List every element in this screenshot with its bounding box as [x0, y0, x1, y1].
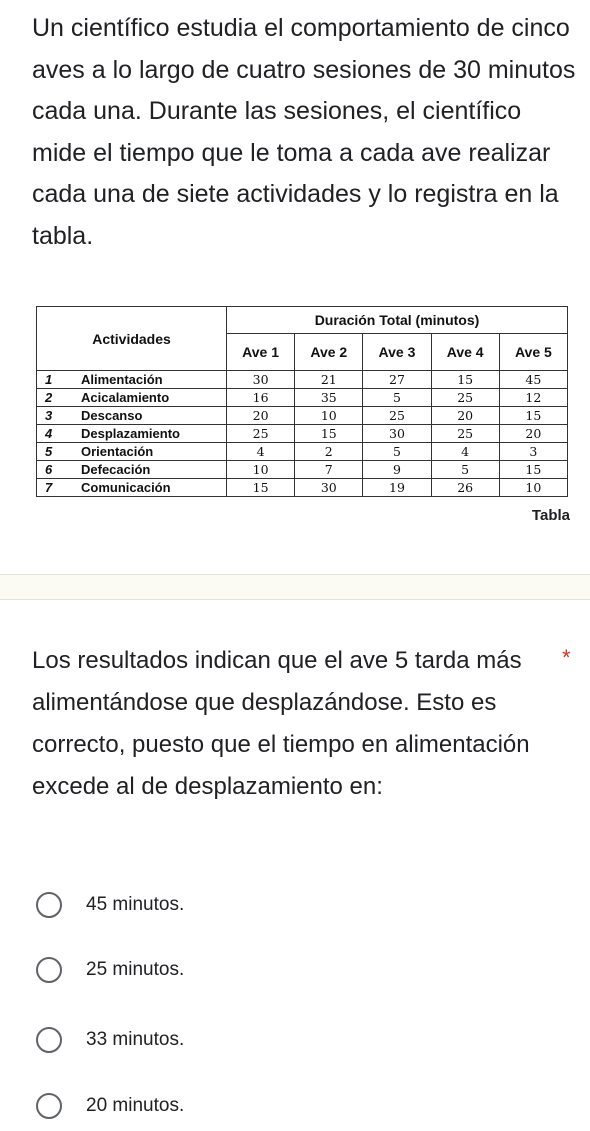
activity-cell [37, 425, 227, 443]
intro-text: Un científico estudia el comportamiento de cinco aves a lo largo de cuatro sesiones de 30 minutos cada una. Durante las sesiones, el científico mide el tiempo que le toma a cada ave realizar cada una de siete actividades y lo registra en la tabla. [32, 14, 576, 250]
section-divider [0, 574, 590, 600]
activity-number: 6 [45, 461, 53, 477]
activity-cell [37, 371, 227, 389]
activities-header: Actividades [37, 307, 227, 371]
value-cell: 15 [295, 425, 363, 443]
activity-cell [37, 479, 227, 497]
value-cell: 30 [227, 371, 295, 389]
table-row [37, 461, 568, 479]
table-caption: Tabla [531, 507, 570, 524]
radio-button[interactable] [36, 1027, 62, 1053]
activity-cell [37, 443, 227, 461]
value-cell: 5 [431, 461, 499, 479]
value-cell: 25 [431, 389, 499, 407]
value-cell: 15 [227, 479, 295, 497]
option-33-minutos[interactable] [36, 1025, 184, 1055]
table-row [37, 389, 568, 407]
activity-number: 7 [45, 479, 53, 495]
activity-name: Desplazamiento [81, 425, 180, 441]
activity-number: 1 [45, 371, 53, 387]
value-cell: 5 [363, 443, 431, 461]
activity-name: Defecación [81, 461, 151, 477]
col-header-ave2: Ave 2 [295, 334, 363, 371]
activity-name: Acicalamiento [81, 389, 170, 405]
activity-name: Descanso [81, 407, 143, 423]
required-asterisk: * [562, 645, 571, 670]
table-row [37, 425, 568, 443]
value-cell: 20 [499, 425, 567, 443]
duration-header: Duración Total (minutos) [227, 307, 568, 334]
value-cell: 25 [227, 425, 295, 443]
data-table-container [36, 306, 568, 497]
value-cell: 9 [363, 461, 431, 479]
option-20-minutos[interactable] [36, 1091, 184, 1121]
value-cell: 12 [499, 389, 567, 407]
activity-cell [37, 389, 227, 407]
value-cell: 4 [431, 443, 499, 461]
value-cell: 21 [295, 371, 363, 389]
value-cell: 27 [363, 371, 431, 389]
table-row [37, 479, 568, 497]
col-header-ave3: Ave 3 [363, 334, 431, 371]
activity-name: Comunicación [81, 479, 171, 495]
value-cell: 20 [227, 407, 295, 425]
col-header-ave5: Ave 5 [499, 334, 567, 371]
activity-cell [37, 407, 227, 425]
value-cell: 10 [227, 461, 295, 479]
value-cell: 2 [295, 443, 363, 461]
question-text: Los resultados indican que el ave 5 tarda más alimentándose que desplazándose. Esto es correcto, puesto que el tiempo en alimentación excede al de desplazamiento en: [32, 647, 530, 800]
table-row [37, 407, 568, 425]
value-cell: 45 [499, 371, 567, 389]
value-cell: 25 [363, 407, 431, 425]
value-cell: 10 [295, 407, 363, 425]
activity-cell [37, 461, 227, 479]
option-label: 20 minutos. [86, 1095, 185, 1116]
value-cell: 20 [431, 407, 499, 425]
table-row [37, 371, 568, 389]
activity-number: 2 [45, 389, 53, 405]
activity-number: 4 [45, 425, 53, 441]
value-cell: 30 [295, 479, 363, 497]
value-cell: 35 [295, 389, 363, 407]
radio-button[interactable] [36, 892, 62, 918]
option-label: 33 minutos. [86, 1029, 185, 1050]
col-header-ave1: Ave 1 [227, 334, 295, 371]
value-cell: 25 [431, 425, 499, 443]
radio-button[interactable] [36, 1093, 62, 1119]
value-cell: 19 [363, 479, 431, 497]
value-cell: 5 [363, 389, 431, 407]
value-cell: 10 [499, 479, 567, 497]
value-cell: 3 [499, 443, 567, 461]
value-cell: 26 [431, 479, 499, 497]
value-cell: 30 [363, 425, 431, 443]
option-25-minutos[interactable] [36, 955, 184, 985]
activity-number: 3 [45, 407, 53, 423]
option-45-minutos[interactable] [36, 890, 184, 920]
option-label: 45 minutos. [86, 894, 185, 915]
value-cell: 15 [499, 407, 567, 425]
radio-button[interactable] [36, 957, 62, 983]
value-cell: 15 [431, 371, 499, 389]
value-cell: 15 [499, 461, 567, 479]
activity-name: Orientación [81, 443, 154, 459]
value-cell: 4 [227, 443, 295, 461]
bird-activity-table [36, 306, 568, 497]
value-cell: 16 [227, 389, 295, 407]
activity-number: 5 [45, 443, 53, 459]
activity-name: Alimentación [81, 371, 163, 387]
table-row [37, 443, 568, 461]
value-cell: 7 [295, 461, 363, 479]
option-label: 25 minutos. [86, 959, 185, 980]
col-header-ave4: Ave 4 [431, 334, 499, 371]
